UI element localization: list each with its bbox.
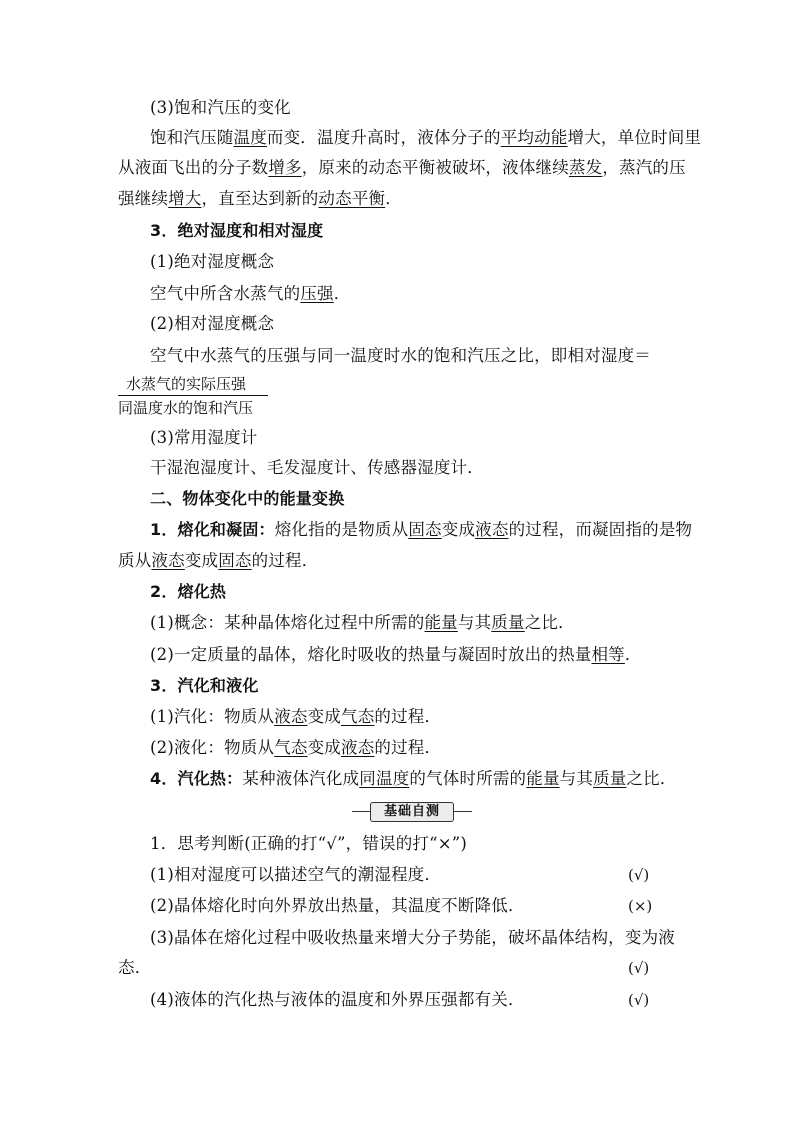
paragraph-line: 强继续增大，直至达到新的动态平衡． xyxy=(118,189,402,208)
humidity-fraction xyxy=(118,374,270,418)
section-heading: 二、物体变化中的能量变换 xyxy=(150,489,345,508)
subsection-title: (3)饱和汽压的变化 xyxy=(150,98,291,117)
underlined-term: 平均动能 xyxy=(500,128,568,147)
underlined-term: 蒸发 xyxy=(568,158,603,177)
fraction-bar xyxy=(118,395,268,396)
underlined-term: 能量 xyxy=(526,769,560,788)
paragraph-line: 从液面飞出的分子数增多，原来的动态平衡被破坏，液体继续蒸发，蒸汽的压 xyxy=(118,158,686,177)
section-heading: 3．绝对湿度和相对湿度 xyxy=(150,221,324,240)
underlined-term: 相等 xyxy=(591,645,625,664)
subsection-title: (1)绝对湿度概念 xyxy=(150,252,275,271)
judgment-item: (2)晶体熔化时向外界放出热量，其温度不断降低． xyxy=(150,896,525,915)
paragraph-line: 饱和汽压随温度而变．温度升高时，液体分子的平均动能增大，单位时间里 xyxy=(150,128,702,147)
fraction-denominator: 同温度水的饱和汽压 xyxy=(118,399,254,417)
underlined-term: 能量 xyxy=(424,613,458,632)
underlined-term: 气态 xyxy=(274,738,308,757)
paragraph-line: 干湿泡湿度计、毛发湿度计、传感器湿度计． xyxy=(150,458,484,477)
judgment-item-continued: 态． xyxy=(118,958,152,977)
badge-label: 基础自测 xyxy=(370,802,454,822)
judgment-item: (3)晶体在熔化过程中吸收热量来增大分子势能，破坏晶体结构，变为液 xyxy=(150,928,675,947)
section-heading: 2．熔化热 xyxy=(150,582,227,601)
judgment-mark: (√) xyxy=(628,959,650,977)
section-heading: 3．汽化和液化 xyxy=(150,676,259,695)
underlined-term: 动态平衡 xyxy=(318,189,386,208)
underlined-term: 压强 xyxy=(300,284,334,303)
underlined-term: 气态 xyxy=(341,707,375,726)
underlined-term: 液态 xyxy=(475,520,509,539)
underlined-term: 增大 xyxy=(168,189,202,208)
underlined-term: 液态 xyxy=(274,707,308,726)
judgment-item: (1)相对湿度可以描述空气的潮湿程度． xyxy=(150,865,442,884)
paragraph-line: (2)一定质量的晶体，熔化时吸收的热量与凝固时放出的热量相等． xyxy=(150,645,642,664)
underlined-term: 液态 xyxy=(151,551,185,570)
section-badge xyxy=(358,801,466,823)
underlined-term: 同温度 xyxy=(359,769,410,788)
judgment-item: (4)液体的汽化热与液体的温度和外界压强都有关． xyxy=(150,990,525,1009)
underlined-term: 质量 xyxy=(593,769,627,788)
judgment-mark: (√) xyxy=(628,991,650,1009)
paragraph-line: 4．汽化热：某种液体汽化成同温度的气体时所需的能量与其质量之比． xyxy=(150,769,677,788)
paragraph-line: (2)液化：物质从气态变成液态的过程． xyxy=(150,738,442,757)
underlined-term: 增多 xyxy=(268,158,302,177)
paragraph-line: 空气中水蒸气的压强与同一温度时水的饱和汽压之比，即相对湿度＝ xyxy=(150,346,651,365)
underlined-term: 固态 xyxy=(218,551,252,570)
paragraph-line: 1．熔化和凝固：熔化指的是物质从固态变成液态的过程，而凝固指的是物 xyxy=(150,520,693,539)
paragraph-line: 质从液态变成固态的过程． xyxy=(118,551,319,570)
paragraph-line: (1)汽化：物质从液态变成气态的过程． xyxy=(150,707,442,726)
underlined-term: 液态 xyxy=(341,738,375,757)
judgment-mark: (√) xyxy=(628,866,650,884)
underlined-term: 质量 xyxy=(491,613,525,632)
subsection-title: (3)常用湿度计 xyxy=(150,428,258,447)
badge-rule xyxy=(352,811,370,812)
paragraph-line: 空气中所含水蒸气的压强． xyxy=(150,284,351,303)
underlined-term: 温度 xyxy=(233,128,267,147)
badge-rule xyxy=(454,811,472,812)
question-title: 1．思考判断(正确的打“√”，错误的打“×”) xyxy=(150,834,468,853)
underlined-term: 固态 xyxy=(408,520,442,539)
paragraph-line: (1)概念：某种晶体熔化过程中所需的能量与其质量之比． xyxy=(150,613,575,632)
fraction-numerator: 水蒸气的实际压强 xyxy=(126,375,247,393)
judgment-mark: (×) xyxy=(628,897,653,915)
subsection-title: (2)相对湿度概念 xyxy=(150,314,275,333)
